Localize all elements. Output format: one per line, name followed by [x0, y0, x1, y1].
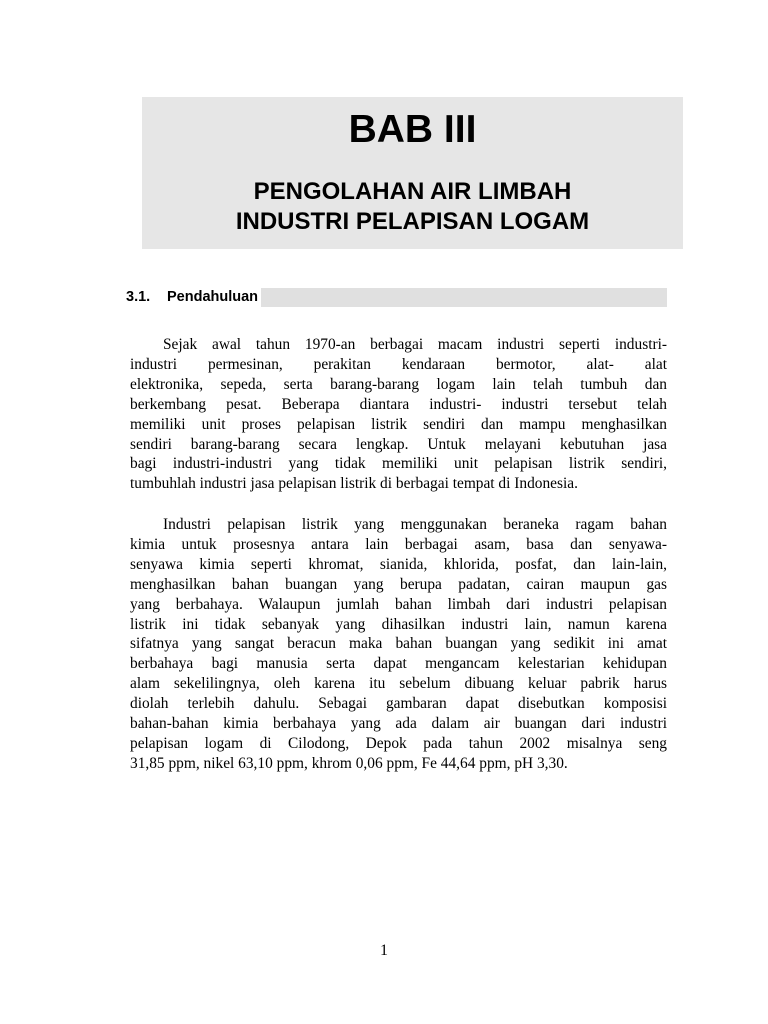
paragraph-line: memiliki unit proses pelapisan listrik sendiri dan mampu menghasilkan	[130, 415, 667, 433]
chapter-number: BAB III	[348, 108, 477, 151]
paragraph-line: tumbuhlah industri jasa pelapisan listrik di berbagai tempat di Indonesia.	[130, 475, 578, 493]
paragraph-line: bagi industri-industri yang tidak memiliki unit pelapisan listrik sendiri,	[130, 455, 667, 473]
paragraph-line: sendiri barang-barang secara lengkap. Untuk melayani kebutuhan jasa	[130, 435, 667, 453]
paragraph-line: Sejak awal tahun 1970-an berbagai macam industri seperti industri-	[163, 336, 667, 353]
paragraph-line: Industri pelapisan listrik yang menggunakan beraneka ragam bahan	[163, 516, 667, 533]
paragraph-line: yang berbahaya. Walaupun jumlah bahan limbah dari industri pelapisan	[130, 595, 667, 613]
section-title: Pendahuluan	[167, 289, 259, 305]
paragraph-line: alam sekelilingnya, oleh karena itu sebelum dibuang keluar pabrik harus	[130, 675, 667, 693]
paragraph-2	[130, 515, 667, 774]
paragraph-line: pelapisan logam di Cilodong, Depok pada tahun 2002 misalnya seng	[130, 734, 667, 752]
chapter-title-line: PENGOLAHAN AIR LIMBAH	[253, 178, 572, 205]
paragraph-line: diolah terlebih dahulu. Sebagai gambaran dapat disebutkan komposisi	[130, 695, 667, 713]
paragraph-line: listrik ini tidak sebanyak yang dihasilkan industri lain, namun karena	[130, 615, 667, 633]
paragraph-line: senyawa kimia seperti khromat, sianida, khlorida, posfat, dan lain-lain,	[130, 555, 667, 573]
paragraph-line: berbahaya bagi manusia serta dapat mengancam kelestarian kehidupan	[130, 655, 667, 673]
paragraph-line: bahan-bahan kimia berbahaya yang ada dalam air buangan dari industri	[130, 715, 667, 733]
section-heading-bar	[126, 288, 667, 307]
page-number: 1	[380, 942, 388, 959]
chapter-title	[142, 177, 683, 237]
paragraph-line: elektronika, sepeda, serta barang-barang logam lain telah tumbuh dan	[130, 375, 667, 393]
chapter-title-line: INDUSTRI PELAPISAN LOGAM	[235, 208, 590, 235]
paragraph-line: menghasilkan bahan buangan yang berupa padatan, cairan maupun gas	[130, 575, 667, 593]
chapter-header	[142, 97, 683, 249]
paragraph-line: berkembang pesat. Beberapa diantara industri- industri tersebut telah	[130, 395, 667, 413]
section-number: 3.1.	[126, 289, 151, 305]
paragraph-line: industri permesinan, perakitan kendaraan bermotor, alat- alat	[130, 355, 667, 373]
paragraph-line: sifatnya yang sangat beracun maka bahan buangan yang sedikit ini amat	[130, 635, 667, 653]
section-heading	[126, 288, 261, 307]
paragraph-line: 31,85 ppm, nikel 63,10 ppm, khrom 0,06 ppm, Fe 44,64 ppm, pH 3,30.	[130, 754, 568, 772]
paragraph-line: kimia untuk prosesnya antara lain berbagai asam, basa dan senyawa-	[130, 535, 667, 553]
paragraph-1	[130, 335, 667, 494]
